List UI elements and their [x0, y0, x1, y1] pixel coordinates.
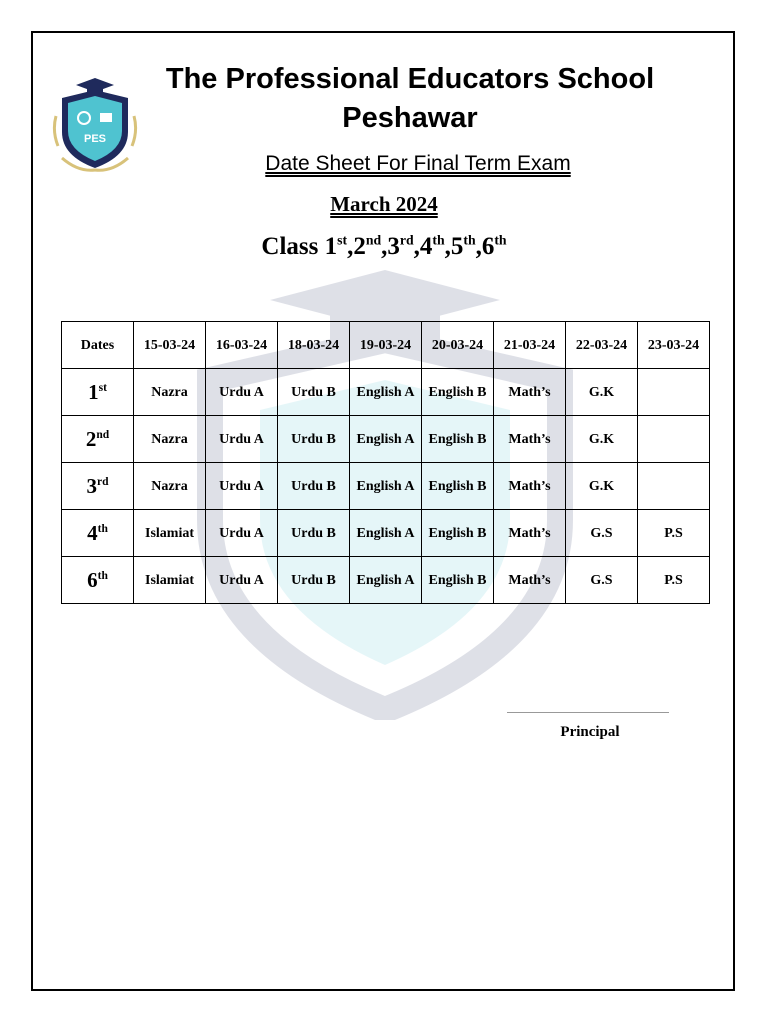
- header-date: 20-03-24: [422, 322, 494, 369]
- table-header-row: [62, 322, 710, 369]
- subject-cell: English B: [422, 510, 494, 557]
- subject-cell: English A: [350, 369, 422, 416]
- subject-cell: Math’s: [494, 510, 566, 557]
- subject-cell: Nazra: [134, 369, 206, 416]
- date-sheet-table: [61, 321, 710, 604]
- classes-heading: [184, 230, 584, 264]
- school-name-line2: Peshawar: [342, 102, 478, 134]
- subject-cell: Math’s: [494, 557, 566, 604]
- subject-cell: P.S: [638, 557, 710, 604]
- subject-cell: Nazra: [134, 416, 206, 463]
- subject-cell: Math’s: [494, 463, 566, 510]
- subject-cell: G.K: [566, 416, 638, 463]
- class-label: 3rd: [62, 463, 134, 510]
- subject-cell: [638, 463, 710, 510]
- class-list: [325, 233, 507, 260]
- subject-cell: Urdu B: [278, 463, 350, 510]
- table-row: [62, 416, 710, 463]
- subject-cell: G.S: [566, 557, 638, 604]
- subject-cell: P.S: [638, 510, 710, 557]
- class-item: ,6th: [475, 232, 507, 260]
- header-date: 19-03-24: [350, 322, 422, 369]
- subject-cell: English A: [350, 557, 422, 604]
- subject-cell: Urdu B: [278, 510, 350, 557]
- subject-cell: Urdu B: [278, 416, 350, 463]
- header-dates: Dates: [62, 322, 134, 369]
- subject-cell: Urdu A: [206, 510, 278, 557]
- subject-cell: English A: [350, 463, 422, 510]
- subject-cell: [638, 416, 710, 463]
- subject-cell: Urdu A: [206, 369, 278, 416]
- class-item: ,4th: [413, 232, 445, 260]
- table-row: [62, 463, 710, 510]
- school-name-line1: The Professional Educators School: [165, 63, 655, 95]
- subject-cell: Nazra: [134, 463, 206, 510]
- subject-cell: G.K: [566, 369, 638, 416]
- subject-cell: English B: [422, 557, 494, 604]
- subject-cell: English B: [422, 416, 494, 463]
- class-item: 1st: [324, 232, 348, 260]
- subject-cell: Math’s: [494, 416, 566, 463]
- subject-cell: Islamiat: [134, 510, 206, 557]
- exam-title: Date Sheet For Final Term Exam: [265, 152, 571, 175]
- header-date: 16-03-24: [206, 322, 278, 369]
- svg-text:PES: PES: [83, 133, 107, 145]
- subject-cell: Urdu B: [278, 557, 350, 604]
- subject-cell: English B: [422, 369, 494, 416]
- subject-cell: English A: [350, 510, 422, 557]
- header-date: 15-03-24: [134, 322, 206, 369]
- exam-month: March 2024: [330, 192, 438, 216]
- classes-prefix: Class: [261, 233, 319, 260]
- subject-cell: G.S: [566, 510, 638, 557]
- class-item: ,2nd: [347, 232, 382, 260]
- table-row: [62, 510, 710, 557]
- subject-cell: Urdu B: [278, 369, 350, 416]
- subject-cell: Math’s: [494, 369, 566, 416]
- class-label: 1st: [62, 369, 134, 416]
- class-label: 6th: [62, 557, 134, 604]
- class-item: ,3rd: [381, 232, 414, 260]
- class-item: ,5th: [444, 232, 476, 260]
- subject-cell: English B: [422, 463, 494, 510]
- table-row: [62, 557, 710, 604]
- subject-cell: Urdu A: [206, 416, 278, 463]
- header-date: 21-03-24: [494, 322, 566, 369]
- class-label: 2nd: [62, 416, 134, 463]
- header-date: 22-03-24: [566, 322, 638, 369]
- subject-cell: English A: [350, 416, 422, 463]
- table-row: [62, 369, 710, 416]
- header-date: 23-03-24: [638, 322, 710, 369]
- school-logo: [48, 76, 142, 176]
- subject-cell: Urdu A: [206, 557, 278, 604]
- header-date: 18-03-24: [278, 322, 350, 369]
- subject-cell: G.K: [566, 463, 638, 510]
- subject-cell: Islamiat: [134, 557, 206, 604]
- signature-line: [507, 712, 669, 713]
- subject-cell: Urdu A: [206, 463, 278, 510]
- class-label: 4th: [62, 510, 134, 557]
- school-name: [150, 60, 670, 138]
- principal-label: Principal: [560, 724, 620, 740]
- subject-cell: [638, 369, 710, 416]
